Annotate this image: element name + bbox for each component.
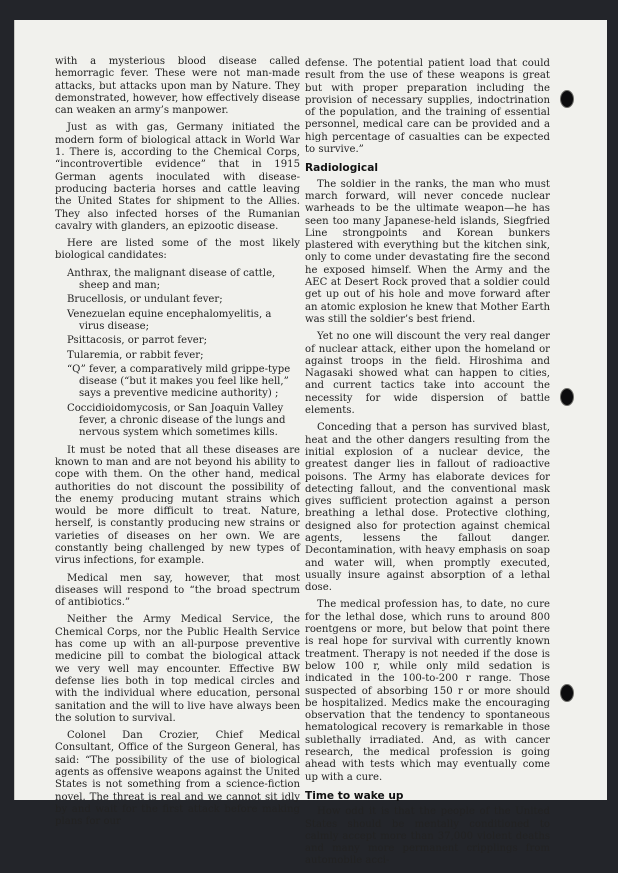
list-item: Coccidioidomycosis, or San Joaquin Valley fever, a chronic disease of the lungs and nervous system which sometimes kills. [67,402,286,439]
binder-hole-bottom [561,685,573,701]
paragraph: Medical men say, however, that most diseases will respond to “the broad spectrum of antibiotics.” [55,572,300,609]
binder-hole-middle [561,389,573,405]
paragraph: Here are listed some of the most likely biological candidates: [55,238,300,262]
list-item: Brucellosis, or undulant fever; [67,294,223,306]
paragraph: with a mysterious blood disease called hemorragic fever. These were not man-made attacks, but attacks upon man by Nature. They demonstrated, however, how effectively disease can weaken an army’s manpower. [55,56,300,117]
binder-hole-top [561,91,573,107]
left-column [55,56,300,834]
list-item: Venezuelan equine encephalomyelitis, a virus disease; [67,308,272,332]
paragraph: The soldier in the ranks, the man who must march forward, will never concede nuclear warheads to be the ultimate weapon—he has seen too many Japanese-held islands, Siegfried Line strongpoints and Korean bunkers plastered with everything but the kitchen sink, only to come under devastating fire the second he exposed himself. When the Army and the AEC at Desert Rock proved that a soldier could get up out of his hole and move forward after an atomic explosion he knew that Mother Earth was still the soldier’s best friend. [305,178,550,325]
paragraph: Colonel Dan Crozier, Chief Medical Consultant, Office of the Surgeon General, has said: “The possibility of the use of biological agents as offensive weapons against the United States is not something from a science-fiction novel. The threat is real and we cannot sit idly by and wait for the first attack before making plans for our [55,730,300,828]
paragraph: Conceding that a person has survived blast, heat and the other dangers resulting from the initial explosion of a nuclear device, the greatest danger lies in fallout of radioactive poisons. The Army has elaborate devices for detecting fallout, and the conventional mask gives sufficient protection against a person breathing a lethal dose. Protective clothing, designed also for protection against chemical agents, lessens the fallout danger. Decontamination, with heavy emphasis on soap and water will, when promptly executed, usually insure against absorption of a lethal dose. [305,422,550,594]
paragraph: How odd it is that the people of the United States should be mentally conditioned to calmly accept more than 37,000 violent deaths and many more permanent cripplings from automobile acci- [305,806,550,867]
section-heading-time-to-wake-up: Time to wake up [305,789,404,802]
paragraph: Just as with gas, Germany initiated the modern form of biological attack in World War 1. There is, according to the Chemical Corps, “incontrovertible evidence” that in 1915 German agents inoculated with disease-producing bacteria horses and cattle leaving the United States for shipment to the Allies. They also infected horses of the Rumanian cavalry with glanders, an epizootic disease. [55,122,300,232]
candidate-list [55,268,300,440]
paragraph: Yet no one will discount the very real danger of nuclear attack, either upon the homeland or against troops in the field. Hiroshima and Nagasaki showed what can happen to cities, and current tactics take into account the necessity for wide dispersion of battle elements. [305,331,550,417]
paragraph: The medical profession has, to date, no cure for the lethal dose, which runs to around 800 roentgens or more, but below that point there is real hope for survival with currently known treatment. Therapy is not needed if the dose is below 100 r, while only mild sedation is indicated in the 100-to-200 r range. Those suspected of absorbing 150 r or more should be hospitalized. Medics make the encouraging observation that the tendency to spontaneous hematological recovery is remarkable in those sublethally irradiated. And, as with cancer research, the medical profession is going ahead with tests which may eventually come up with a cure. [305,599,550,783]
paragraph: defense. The potential patient load that could result from the use of these weapons is great but with proper preparation including the provision of necessary supplies, indoctrination of the population, and the training of essential personnel, medical care can be provided and a high percentage of casualties can be expected to survive.” [305,58,550,156]
paragraph: Neither the Army Medical Service, the Chemical Corps, nor the Public Health Service has come up with an all-purpose preventive medicine pill to combat the biological attack we very well may encounter. Effective BW defense lies both in top medical circles and with the individual where education, personal sanitation and the will to live have always been the solution to survival. [55,614,300,724]
section-heading-radiological: Radiological [305,162,378,175]
list-item: Anthrax, the malignant disease of cattle, sheep and man; [67,267,276,292]
list-item: Tularemia, or rabbit fever; [67,349,204,361]
document-page [14,20,607,867]
right-column [305,58,550,873]
list-item: Psittacosis, or parrot fever; [67,335,207,347]
list-item: “Q” fever, a comparatively mild grippe-type disease (“but it makes you feel like hell,” says a preventive medicine authority) ; [67,363,291,400]
paragraph: It must be noted that all these diseases are known to man and are not beyond his ability to cope with them. On the other hand, medical authorities do not discount the possibility of the enemy producing mutant strains which would be more difficult to treat. Nature, herself, is constantly producing new strains or varieties of diseases on her own. We are constantly being challenged by new types of virus infections, for example. [55,444,300,567]
